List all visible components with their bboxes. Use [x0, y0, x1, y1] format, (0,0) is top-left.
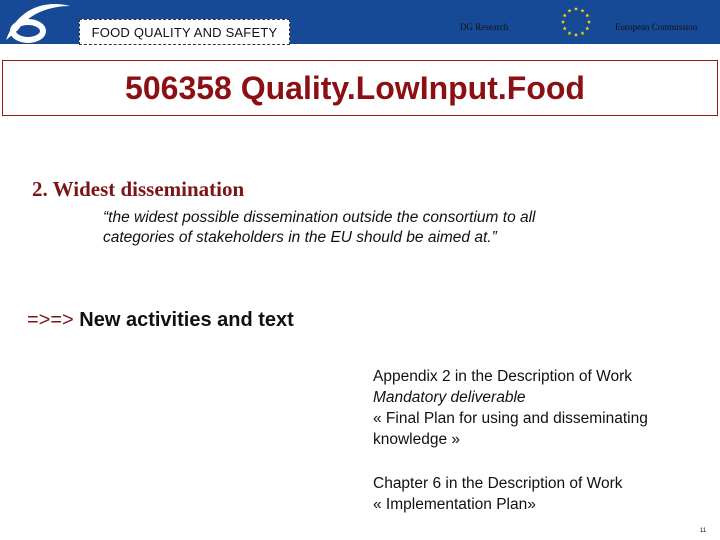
european-commission-label: European Commission [615, 22, 698, 32]
appendix-line: « Final Plan for using and disseminating [373, 410, 648, 427]
theme-label: FOOD QUALITY AND SAFETY [79, 19, 290, 45]
quote-line: “the widest possible dissemination outside the consortium to all [103, 209, 536, 226]
appendix-line: Appendix 2 in the Description of Work [373, 368, 633, 385]
section-heading: 2. Widest dissemination [32, 177, 245, 201]
quote-line: categories of stakeholders in the EU should be aimed at.” [103, 229, 497, 246]
chapter-line: Chapter 6 in the Description of Work [373, 475, 623, 492]
dg-research-label: DG Research [460, 22, 509, 32]
mandatory-deliverable: Mandatory deliverable [373, 389, 526, 406]
page-number: 11 [700, 528, 707, 534]
title-box [2, 60, 718, 116]
header-bar [0, 0, 720, 44]
eu-flag-icon [546, 0, 606, 44]
page-title: 506358 Quality.LowInput.Food [125, 69, 585, 106]
chapter-line: « Implementation Plan» [373, 496, 536, 513]
new-activities-line [27, 309, 294, 332]
quote [103, 208, 643, 248]
appendix-line: knowledge » [373, 431, 461, 448]
double-arrow: =>=> [27, 309, 74, 331]
fp6-logo-icon [0, 0, 76, 44]
new-activities-text: New activities and text [79, 309, 294, 331]
appendix-block [373, 366, 713, 515]
